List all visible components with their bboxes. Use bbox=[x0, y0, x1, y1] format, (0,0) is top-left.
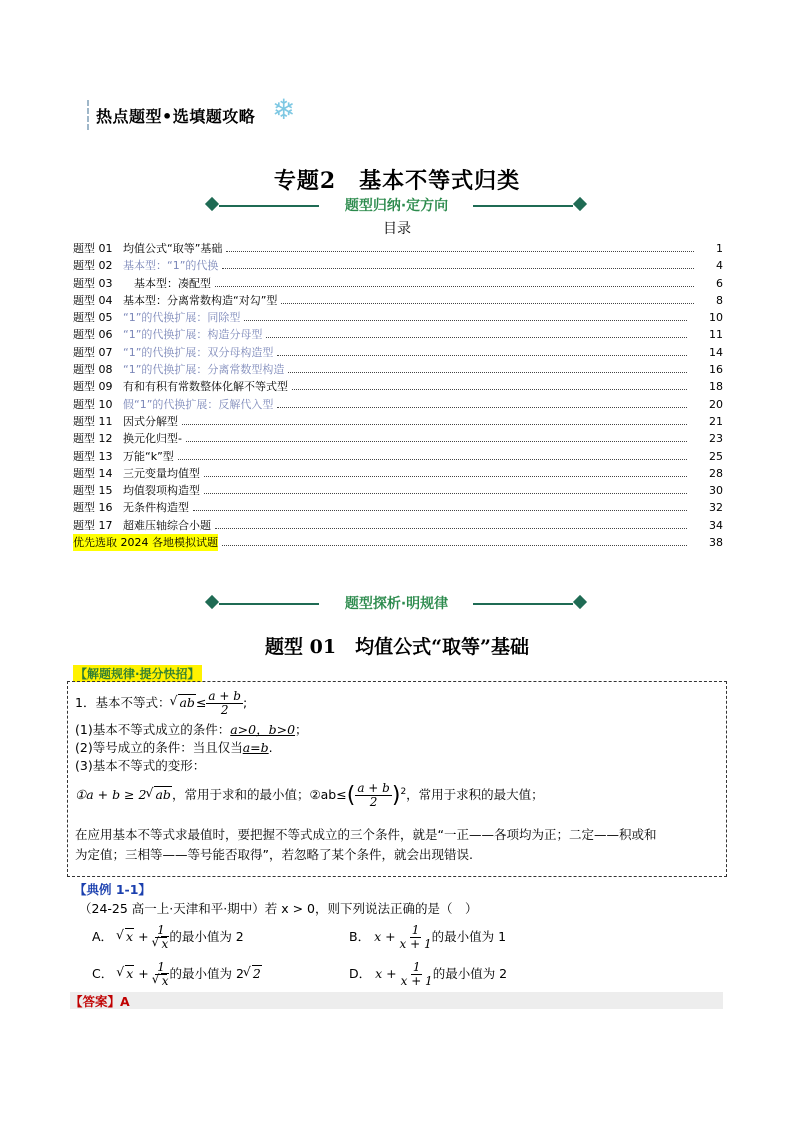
toc-item[interactable] bbox=[73, 396, 723, 413]
toc-item-title: 基本型：“1”的代换 bbox=[123, 259, 219, 273]
banner-text: 题型探析·明规律 bbox=[344, 596, 449, 612]
tip-line-6: 在应用基本不等式求最值时，要把握不等式成立的三个条件，就是“一正——各项均为正；二定——积或和 bbox=[75, 827, 657, 842]
toc-item-page: 20 bbox=[709, 397, 723, 411]
toc-item[interactable] bbox=[73, 275, 723, 292]
toc-leader bbox=[204, 493, 687, 494]
toc-item-title: 均值裂项构造型 bbox=[123, 484, 200, 498]
tip-line-3: (2)等号成立的条件：当且仅当a=b. bbox=[75, 740, 273, 755]
toc-heading: 目录 bbox=[383, 221, 411, 237]
toc-item-page: 25 bbox=[709, 449, 723, 463]
toc-item[interactable] bbox=[73, 430, 723, 447]
toc-item-page: 4 bbox=[716, 259, 723, 273]
toc-leader bbox=[266, 337, 687, 338]
toc-item[interactable] bbox=[73, 482, 723, 499]
toc-item-label: 题型 11 bbox=[73, 414, 113, 428]
toc-item-title: 因式分解型 bbox=[123, 414, 178, 428]
toc-item[interactable] bbox=[73, 309, 723, 326]
banner-analysis bbox=[205, 596, 588, 612]
header-label: 热点题型•选填题攻略 bbox=[96, 107, 256, 126]
toc-item-page: 23 bbox=[709, 432, 723, 446]
toc-item-page: 10 bbox=[709, 311, 723, 325]
toc-item[interactable] bbox=[73, 413, 723, 430]
toc-leader bbox=[186, 441, 687, 442]
toc-leader bbox=[277, 355, 687, 356]
toc-leader bbox=[244, 320, 687, 321]
toc-item-title: 无条件构造型 bbox=[123, 501, 189, 515]
tip-box bbox=[67, 681, 727, 877]
toc-item-label: 题型 02 bbox=[73, 259, 113, 273]
toc-item-label: 题型 01 bbox=[73, 242, 113, 255]
header-bar bbox=[87, 100, 91, 130]
toc-item-title: 超难压轴综合小题 bbox=[123, 518, 211, 532]
toc-leader bbox=[182, 424, 687, 425]
toc-item[interactable] bbox=[73, 240, 723, 257]
tip-line-4: (3)基本不等式的变形： bbox=[75, 758, 206, 773]
toc-leader bbox=[193, 510, 687, 511]
toc-item-title: 基本型：凑配型 bbox=[123, 276, 211, 290]
answer-label: 【答案】 bbox=[70, 994, 121, 1009]
toc-item-title: 基本型：分离常数构造“对勾”型 bbox=[123, 293, 278, 307]
toc-leader bbox=[277, 407, 687, 408]
toc-item-page: 14 bbox=[709, 345, 723, 359]
toc-item[interactable] bbox=[73, 517, 723, 534]
banner-text: 题型归纳·定方向 bbox=[344, 198, 449, 214]
toc-item-page: 32 bbox=[709, 501, 723, 515]
toc-item-page: 6 bbox=[716, 276, 723, 290]
toc-item-label: 题型 06 bbox=[73, 328, 113, 342]
option-d[interactable]: D． x + $\frac{1}{x + 1}$ 的最小值为 2 bbox=[349, 960, 508, 988]
toc-item[interactable] bbox=[73, 361, 723, 378]
toc-item[interactable] bbox=[73, 378, 723, 395]
tip-label: 【解题规律·提分快招】 bbox=[75, 667, 200, 681]
toc-leader bbox=[215, 286, 694, 287]
toc-item-title: “1”的代换扩展：分离常数型构造 bbox=[123, 363, 285, 377]
answer-value: A bbox=[120, 994, 130, 1009]
table-of-contents bbox=[73, 240, 723, 551]
option-a[interactable]: A． √ x + 1 √ x 的最小值为 2 bbox=[92, 924, 244, 951]
option-b[interactable]: B． x + $\frac{1}{x + 1}$ 的最小值为 1 bbox=[349, 923, 507, 951]
toc-item-label: 题型 14 bbox=[73, 466, 113, 480]
toc-item-page: 8 bbox=[716, 293, 723, 307]
toc-item-title: “1”的代换扩展：构造分母型 bbox=[123, 328, 263, 342]
toc-leader bbox=[292, 389, 687, 390]
toc-item-title: 有和有积有常数整体化解不等式型 bbox=[123, 380, 288, 394]
toc-item-page: 11 bbox=[709, 328, 723, 342]
toc-item-label: 题型 10 bbox=[73, 397, 113, 411]
toc-item-title: 三元变量均值型 bbox=[123, 466, 200, 480]
toc-leader bbox=[178, 459, 687, 460]
toc-item-title: 换元化归型- bbox=[123, 432, 182, 446]
example-question: （24-25 高一上·天津和平·期中）若 x > 0，则下列说法正确的是（ ） bbox=[79, 901, 478, 916]
answer-bar bbox=[70, 992, 723, 1009]
toc-item[interactable] bbox=[73, 499, 723, 516]
toc-item-page: 1 bbox=[716, 242, 723, 255]
toc-item-label: 题型 05 bbox=[73, 311, 113, 325]
toc-item-label: 题型 13 bbox=[73, 449, 113, 463]
toc-item[interactable] bbox=[73, 534, 723, 551]
toc-item[interactable] bbox=[73, 292, 723, 309]
toc-leader bbox=[222, 268, 694, 269]
toc-item-label: 题型 08 bbox=[73, 363, 113, 377]
toc-item-page: 18 bbox=[709, 380, 723, 394]
toc-leader bbox=[204, 476, 687, 477]
section-title: 题型 01 均值公式“取等”基础 bbox=[265, 636, 529, 658]
tip-line-1: 1．基本不等式：√ ab≤ $\frac{a + b}{2}$ ; bbox=[75, 690, 247, 717]
snowflake-icon: ❄ bbox=[272, 93, 296, 126]
toc-item-title: 优先选取 2024 各地模拟试题 bbox=[73, 536, 218, 550]
toc-item-label: 题型 17 bbox=[73, 518, 113, 532]
toc-item-title: 假“1”的代换扩展：反解代入型 bbox=[123, 397, 274, 411]
toc-item[interactable] bbox=[73, 344, 723, 361]
toc-leader bbox=[215, 528, 687, 529]
toc-item[interactable] bbox=[73, 465, 723, 482]
toc-item-page: 34 bbox=[709, 518, 723, 532]
toc-leader bbox=[226, 251, 694, 252]
toc-item[interactable] bbox=[73, 326, 723, 343]
tip-line-5: ①a + b ≥ 2√ ab，常用于求和的最小值；②ab≤( $\frac{a + b}{2}$ )$^2$，常用于求积的最大值； bbox=[75, 782, 544, 809]
toc-item-title: 万能“k”型 bbox=[123, 449, 174, 463]
toc-item-label: 题型 12 bbox=[73, 432, 113, 446]
tip-line-7: 为定值；三相等——等号能否取得”，若忽略了某个条件，就会出现错误. bbox=[75, 847, 473, 862]
toc-item[interactable] bbox=[73, 448, 723, 465]
toc-item-label: 题型 04 bbox=[73, 293, 113, 307]
example-label: 【典例 1-1】 bbox=[74, 882, 151, 897]
toc-item-page: 21 bbox=[709, 414, 723, 428]
toc-item-page: 16 bbox=[709, 363, 723, 377]
option-c[interactable]: C． √ x + 1 √ x 的最小值为 2√ 2 bbox=[92, 961, 262, 988]
toc-leader bbox=[222, 545, 687, 546]
tip-line-2: (1)基本不等式成立的条件：a>0，b>0； bbox=[75, 722, 308, 737]
toc-item-title: “1”的代换扩展：双分母构造型 bbox=[123, 345, 274, 359]
toc-item-title: “1”的代换扩展：同除型 bbox=[123, 311, 241, 325]
toc-item-page: 28 bbox=[709, 466, 723, 480]
toc-item-label: 题型 15 bbox=[73, 484, 113, 498]
banner-category bbox=[205, 198, 588, 214]
toc-item-label: 题型 09 bbox=[73, 380, 113, 394]
toc-item-page: 38 bbox=[709, 536, 723, 550]
toc-item-label: 题型 16 bbox=[73, 501, 113, 515]
page-title: 专题2 基本不等式归类 bbox=[273, 168, 521, 194]
toc-leader bbox=[281, 303, 694, 304]
toc-leader bbox=[288, 372, 687, 373]
toc-item-label: 题型 03 bbox=[73, 276, 113, 290]
toc-item-page: 30 bbox=[709, 484, 723, 498]
toc-item-title: 均值公式“取等”基础 bbox=[123, 242, 223, 255]
toc-item[interactable] bbox=[73, 257, 723, 274]
toc-item-label: 题型 07 bbox=[73, 345, 113, 359]
